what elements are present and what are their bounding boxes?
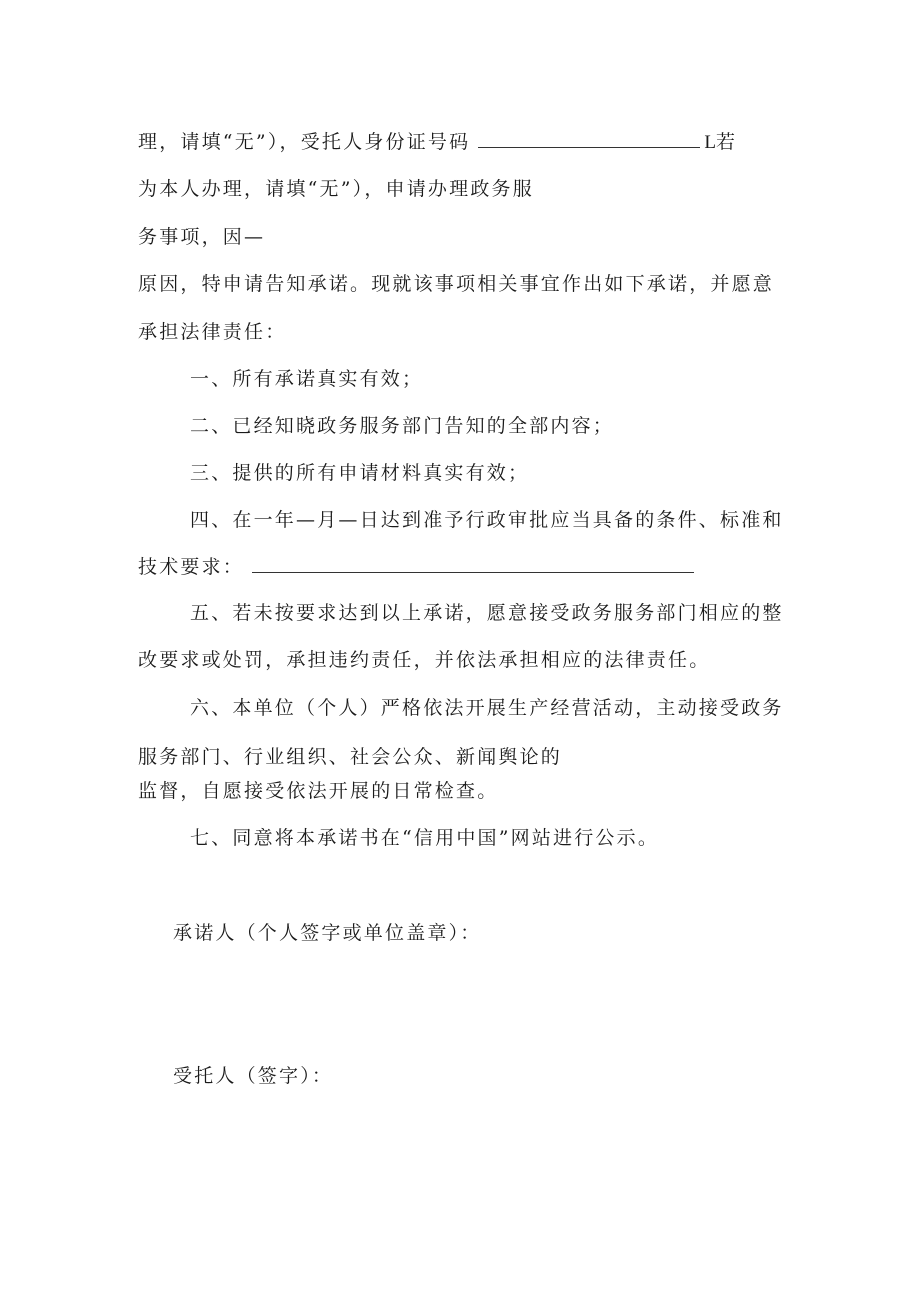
text-line: 为本人办理，请填“无”），申请办理政务服 bbox=[138, 178, 534, 200]
text-line: 原因，特申请告知承诺。现就该事项相关事宜作出如下承诺，并愿意 bbox=[138, 273, 775, 295]
promise-item-7: 七、同意将本承诺书在“信用中国”网站进行公示。 bbox=[190, 827, 660, 849]
promise-item-4: 四、在一年—月—日达到准予行政审批应当具备的条件、标准和 bbox=[190, 509, 784, 531]
text-segment: 理，请填“无”），受托人身份证号码 bbox=[138, 131, 471, 153]
id-number-blank bbox=[478, 131, 700, 148]
promise-item-3: 三、提供的所有申请材料真实有效； bbox=[190, 462, 530, 484]
text-segment: 若 bbox=[715, 131, 738, 153]
promise-item-2: 二、已经知晓政务服务部门告知的全部内容； bbox=[190, 415, 615, 437]
text-line: 服务部门、行业组织、社会公众、新闻舆论的 bbox=[138, 746, 563, 768]
text-segment: L bbox=[704, 132, 716, 153]
text-line-id-number bbox=[138, 130, 737, 155]
promisor-signature-label: 承诺人（个人签字或单位盖章）： bbox=[173, 922, 482, 944]
promise-item-5: 五、若未按要求达到以上承诺，愿意接受政务服务部门相应的整 bbox=[190, 602, 784, 624]
trustee-signature-label: 受托人（签字）： bbox=[173, 1065, 334, 1087]
text-line: 务事项，因— bbox=[138, 226, 266, 248]
text-segment: 技术要求： bbox=[138, 556, 245, 578]
promise-item-1: 一、所有承诺真实有效； bbox=[190, 368, 424, 390]
tech-requirements-blank bbox=[252, 556, 694, 573]
text-line: 监督，自愿接受依法开展的日常检查。 bbox=[138, 780, 499, 802]
text-line: 改要求或处罚，承担违约责任，并依法承担相应的法律责任。 bbox=[138, 649, 711, 671]
text-line-tech-requirements bbox=[138, 555, 694, 579]
text-line: 承担法律责任： bbox=[138, 321, 287, 343]
promise-item-6: 六、本单位（个人）严格依法开展生产经营活动，主动接受政务 bbox=[190, 697, 784, 719]
